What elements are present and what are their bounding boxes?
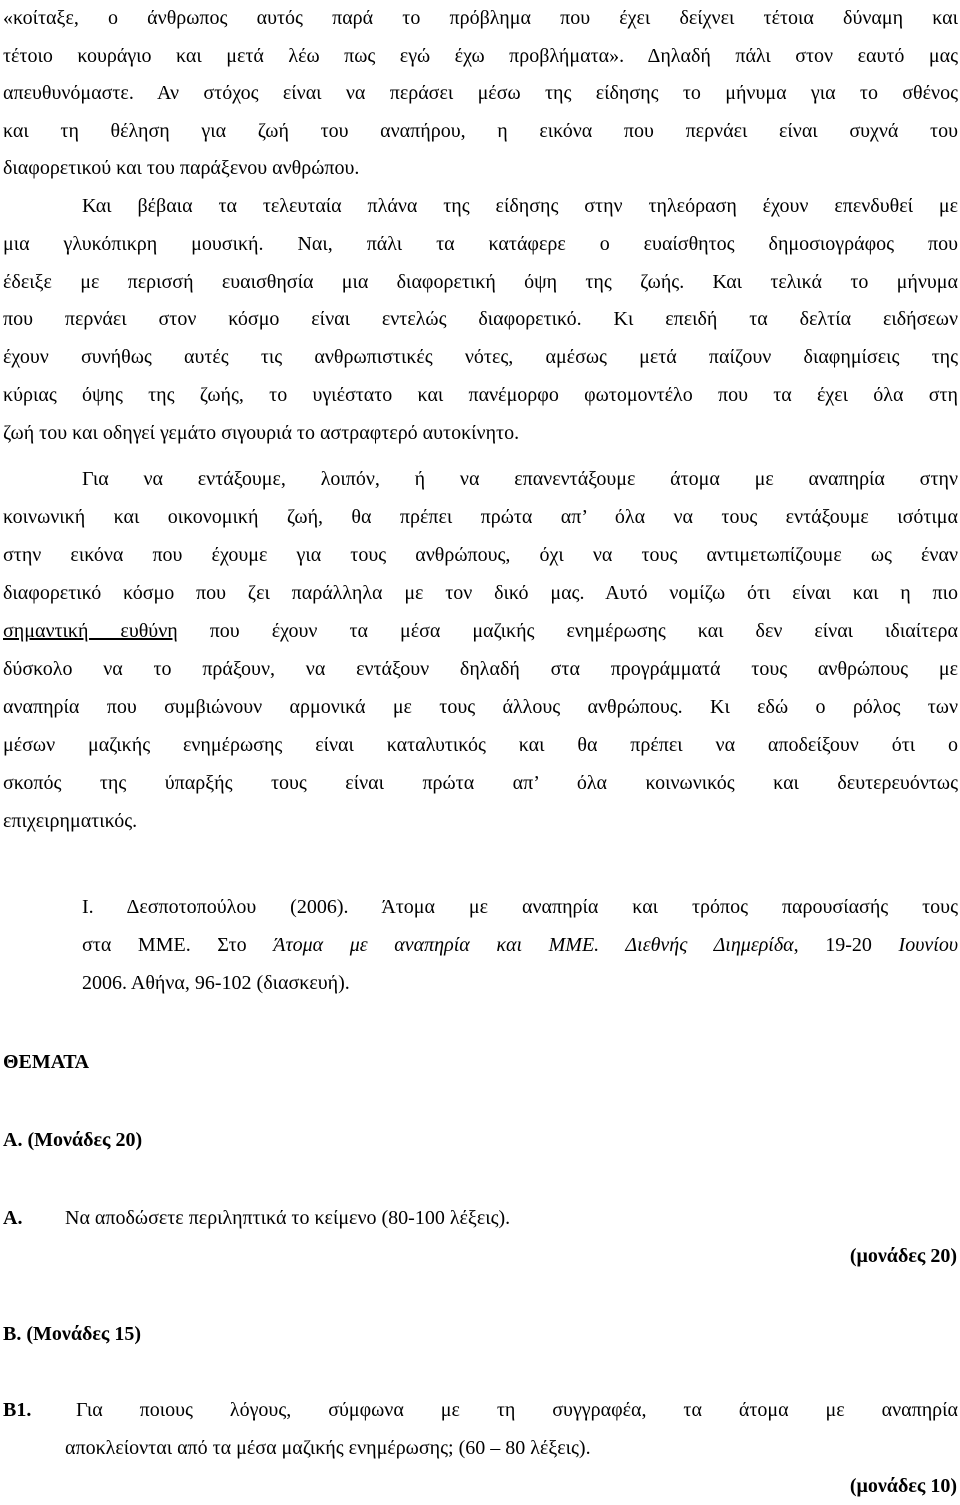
article-line: μια γλυκόπικρη μουσική. Ναι, πάλι τα κατάφερε ο ευαίσθητος δημοσιογράφος που <box>3 233 958 255</box>
article-line: μέσων μαζικής ενημέρωσης είναι καταλυτικός και θα πρέπει να αποδείξουν ότι ο <box>3 734 958 756</box>
question-a-text: Να αποδώσετε περιληπτικά το κείμενο (80-100 λέξεις). <box>65 1207 511 1229</box>
article-line: τέτοιο κουράγιο και μετά λέω πως εγώ έχω προβλήματα». Δηλαδή πάλι στον εαυτό μας <box>3 45 958 67</box>
question-b1-points: (μονάδες 10) <box>849 1475 957 1497</box>
article-line: έδειξε με περισσή ευαισθησία μια διαφορετική όψη της ζωής. Και τελικά το μήνυμα <box>3 271 958 293</box>
article-line-rest: που έχουν τα μέσα μαζικής ενημέρωσης και δεν είναι ιδιαίτερα <box>177 620 958 642</box>
article-line: διαφορετικού και του παράξενου ανθρώπου. <box>3 157 360 179</box>
article-line: Και βέβαια τα τελευταία πλάνα της είδησης στην τηλεόραση έχουν επενδυθεί με <box>82 195 958 217</box>
article-line: και τη θέληση για ζωή του αναπήρου, η εικόνα που περνάει είναι συχνά του <box>3 120 958 142</box>
article-line: κύριας όψης της ζωής, το υγιέστατο και πανέμορφο φωτομοντέλο που τα έχει όλα στη <box>3 384 958 406</box>
article-line: διαφορετικό κόσμο που ζει παράλληλα με τον δικό μας. Αυτό νομίζω ότι είναι και η πιο <box>3 582 958 604</box>
topics-heading: ΘΕΜΑΤΑ <box>3 1051 90 1073</box>
article-line: δύσκολο να το πράξουν, να εντάξουν δηλαδή στα προγράμματά τους ανθρώπους με <box>3 658 958 680</box>
article-line: σκοπός της ύπαρξής τους είναι πρώτα απ’ όλα κοινωνικός και δευτερευόντως <box>3 772 958 794</box>
article-line <box>3 619 958 644</box>
article-line: αναπηρία που συμβιώνουν αρμονικά με τους άλλους ανθρώπους. Κι εδώ ο ρόλος των <box>3 696 958 718</box>
source-line: Ι. Δεσποτοπούλου (2006). Άτομα με αναπηρία και τρόπος παρουσίασής τους <box>82 896 958 918</box>
question-a-points: (μονάδες 20) <box>849 1245 957 1267</box>
section-b-heading: Β. (Μονάδες 15) <box>3 1323 141 1345</box>
article-line: έχουν συνήθως αυτές τις ανθρωπιστικές νότες, αμέσως μετά παίζουν διαφημίσεις της <box>3 346 958 368</box>
source-line: 2006. Αθήνα, 96-102 (διασκευή). <box>82 972 350 994</box>
question-b1-text: αποκλείονται από τα μέσα μαζικής ενημέρωσης; (60 – 80 λέξεις). <box>65 1437 591 1459</box>
article-line: Για να εντάξουμε, λοιπόν, ή να επανεντάξουμε άτομα με αναπηρία στην <box>82 468 958 490</box>
question-a-label: Α. <box>3 1207 23 1229</box>
source-line <box>82 933 958 958</box>
article-line: ζωή του και οδηγεί γεμάτο σιγουριά το αστραφτερό αυτοκίνητο. <box>3 422 520 444</box>
source-text: , 19-20 <box>793 934 899 956</box>
section-a-heading: Α. (Μονάδες 20) <box>3 1129 143 1151</box>
source-title: Άτομα με αναπηρία και ΜΜΕ. Διεθνής Διημερίδα <box>273 934 794 956</box>
underlined-phrase: σημαντική ευθύνη <box>3 620 178 642</box>
article-line: στην εικόνα που έχουμε για τους ανθρώπους, όχι να τους αντιμετωπίζουμε ως έναν <box>3 544 958 566</box>
article-line: που περνάει στον κόσμο είναι εντελώς διαφορετικό. Κι επειδή τα δελτία ειδήσεων <box>3 308 958 330</box>
article-line: κοινωνική και οικονομική ζωή, θα πρέπει πρώτα απ’ όλα να τους εντάξουμε ισότιμα <box>3 506 958 528</box>
source-text: στα ΜΜΕ. Στο <box>82 934 274 956</box>
question-b1-label: Β1. <box>3 1399 32 1421</box>
article-line: επιχειρηματικός. <box>3 810 138 832</box>
article-line: απευθυνόμαστε. Αν στόχος είναι να περάσει μέσω της είδησης το μήνυμα για το σθένος <box>3 82 958 104</box>
question-b1-text: Για ποιους λόγους, σύμφωνα με τη συγγραφέα, τα άτομα με αναπηρία <box>76 1399 958 1421</box>
article-line: «κοίταξε, ο άνθρωπος αυτός παρά το πρόβλημα που έχει δείχνει τέτοια δύναμη και <box>3 7 958 29</box>
source-month: Ιουνίου <box>898 934 958 956</box>
